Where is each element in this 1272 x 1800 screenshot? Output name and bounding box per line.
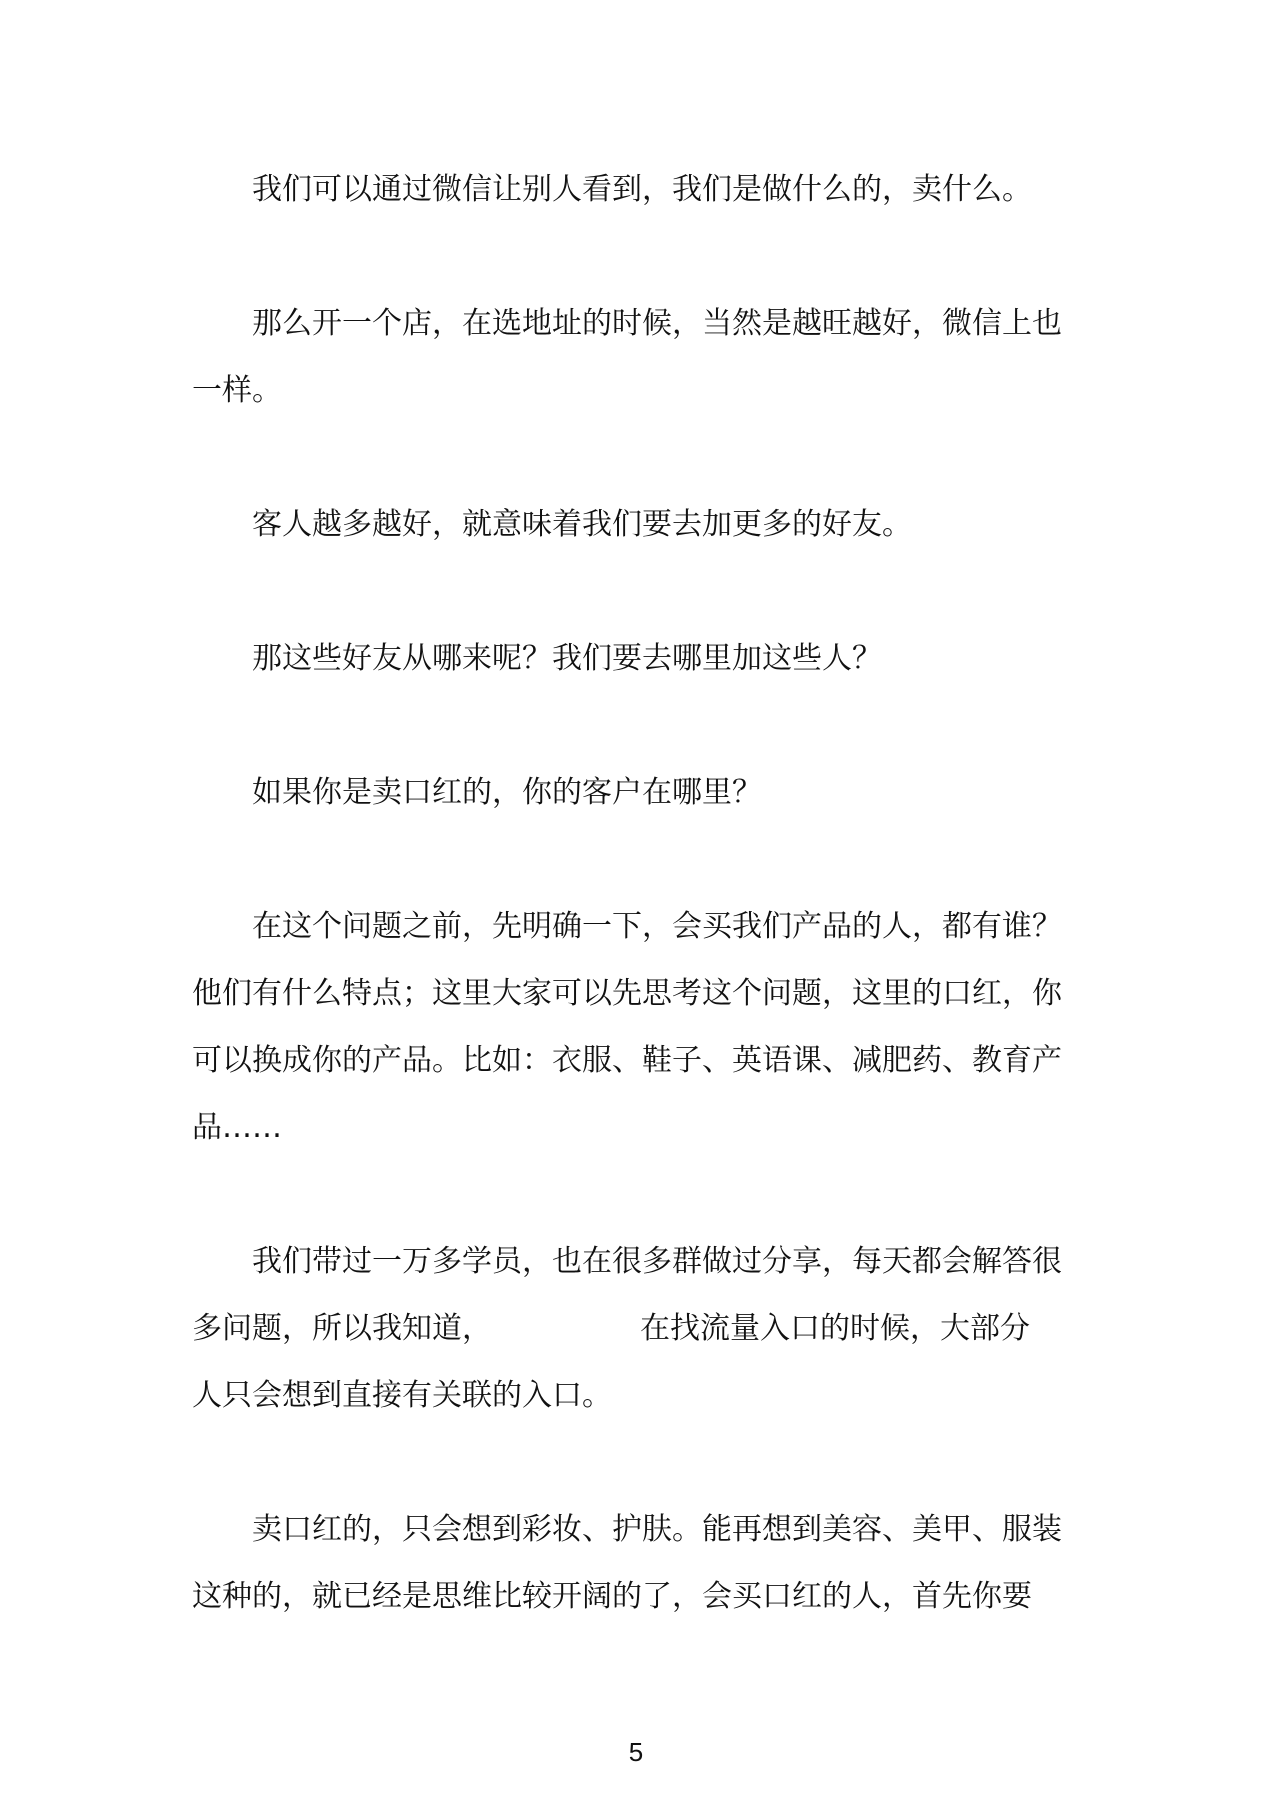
paragraph-7-line-1: 我们带过一万多学员，也在很多群做过分享，每天都会解答很: [252, 1244, 1062, 1279]
paragraph-7-line-2: [192, 1309, 1030, 1349]
paragraph-6-line-4: 品……: [192, 1110, 282, 1145]
paragraph-2-line-1: 那么开一个店，在选地址的时候，当然是越旺越好，微信上也: [252, 306, 1062, 341]
paragraph-7-line-2-part-2: 在找流量入口的时候，大部分: [640, 1311, 1030, 1346]
paragraph-1-line-1: 我们可以通过微信让别人看到，我们是做什么的，卖什么。: [252, 172, 1032, 207]
paragraph-6-line-1: 在这个问题之前，先明确一下，会买我们产品的人，都有谁？: [252, 909, 1062, 944]
paragraph-7-line-2-part-1: 多问题，所以我知道，: [192, 1311, 492, 1346]
paragraph-7-line-3: 人只会想到直接有关联的入口。: [192, 1378, 612, 1413]
paragraph-2-line-2: 一样。: [192, 373, 282, 408]
paragraph-6-line-3: 可以换成你的产品。比如：衣服、鞋子、英语课、减肥药、教育产: [192, 1043, 1062, 1078]
paragraph-8-line-1: 卖口红的，只会想到彩妆、护肤。能再想到美容、美甲、服装: [252, 1512, 1062, 1547]
paragraph-8-line-2: 这种的，就已经是思维比较开阔的了，会买口红的人，首先你要: [192, 1579, 1032, 1614]
paragraph-5-line-1: 如果你是卖口红的，你的客户在哪里？: [252, 775, 762, 810]
paragraph-4-line-1: 那这些好友从哪来呢？我们要去哪里加这些人？: [252, 641, 882, 676]
page-number: 5: [628, 1737, 644, 1767]
paragraph-3-line-1: 客人越多越好，就意味着我们要去加更多的好友。: [252, 507, 912, 542]
paragraph-6-line-2: 他们有什么特点；这里大家可以先思考这个问题，这里的口红，你: [192, 976, 1062, 1011]
